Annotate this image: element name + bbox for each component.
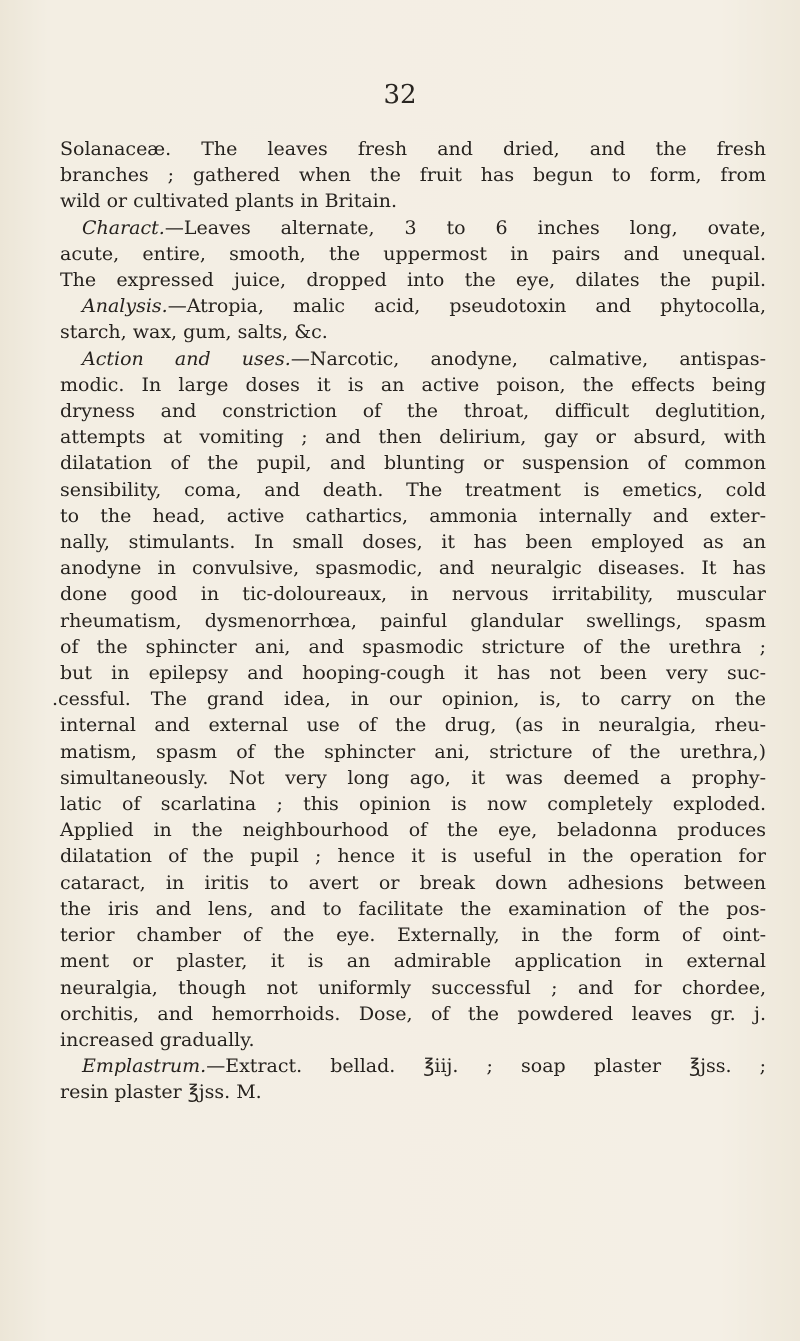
- text-line: simultaneously. Not very long ago, it was deemed a prophy-: [60, 766, 766, 789]
- text-line: anodyne in convulsive, spasmodic, and neuralgic diseases. It has: [60, 557, 766, 580]
- text-line: done good in tic-doloureaux, in nervous irritability, muscular: [60, 583, 766, 606]
- text-line: Charact.—Leaves alternate, 3 to 6 inches long, ovate,: [82, 216, 766, 239]
- text-line: starch, wax, gum, salts, &c.: [60, 321, 328, 344]
- text-line: orchitis, and hemorrhoids. Dose, of the powdered leaves gr. j.: [60, 1002, 766, 1025]
- text-line: to the head, active cathartics, ammonia internally and exter-: [60, 504, 766, 527]
- section-label: Analysis.: [82, 295, 168, 318]
- text-line: the iris and lens, and to facilitate the examination of the pos-: [60, 897, 766, 920]
- text-line: dryness and constriction of the throat, difficult deglutition,: [60, 400, 766, 423]
- text-line: Solanaceæ. The leaves fresh and dried, and the fresh: [60, 138, 766, 160]
- text-line: acute, entire, smooth, the uppermost in pairs and unequal.: [60, 242, 766, 265]
- section-label: Charact.: [82, 216, 165, 239]
- text-line: neuralgia, though not uniformly successful ; and for chordee,: [60, 976, 766, 999]
- text-line: dilatation of the pupil ; hence it is useful in the operation for: [60, 845, 766, 868]
- text-line: sensibility, coma, and death. The treatment is emetics, cold: [60, 478, 766, 501]
- text-line: wild or cultivated plants in Britain.: [60, 190, 398, 213]
- text-line: but in epilepsy and hooping-cough it has not been very suc-: [60, 662, 766, 685]
- text-line: branches ; gathered when the fruit has begun to form, from: [60, 164, 766, 187]
- text-line: dilatation of the pupil, and blunting or suspension of common: [60, 452, 766, 475]
- section-label: Action and uses.: [82, 347, 291, 370]
- text-line: resin plaster ℥jss. M.: [60, 1081, 262, 1104]
- text-line: internal and external use of the drug, (as in neuralgia, rheu-: [60, 714, 766, 737]
- text-line: attempts at vomiting ; and then delirium, gay or absurd, with: [60, 426, 766, 449]
- text-line: The expressed juice, dropped into the eye, dilates the pupil.: [60, 269, 766, 292]
- text-line: rheumatism, dysmenorrhœa, painful glandular swellings, spasm: [60, 609, 766, 632]
- text-line: matism, spasm of the sphincter ani, stricture of the urethra,): [60, 740, 766, 763]
- text-line: Emplastrum.—Extract. bellad. ℥iij. ; soap plaster ℥jss. ;: [82, 1055, 766, 1078]
- text-line: terior chamber of the eye. Externally, in the form of oint-: [60, 924, 766, 947]
- text-line: nally, stimulants. In small doses, it has been employed as an: [60, 531, 766, 554]
- text-line: modic. In large doses it is an active poison, the effects being: [60, 373, 766, 396]
- text-line: Action and uses.—Narcotic, anodyne, calmative, antispas-: [82, 347, 767, 370]
- body-text: [52, 136, 767, 1106]
- text-line: .cessful. The grand idea, in our opinion, is, to carry on the: [52, 688, 766, 711]
- section-label: Emplastrum.: [82, 1055, 207, 1078]
- text-line: cataract, in iritis to avert or break down adhesions between: [60, 871, 766, 894]
- text-line: of the sphincter ani, and spasmodic stricture of the urethra ;: [60, 635, 766, 658]
- page-number: 32: [383, 80, 417, 110]
- text-line: Analysis.—Atropia, malic acid, pseudotoxin and phytocolla,: [82, 295, 766, 318]
- text-line: increased gradually.: [60, 1028, 255, 1051]
- text-line: ment or plaster, it is an admirable application in external: [60, 950, 766, 973]
- text-line: Applied in the neighbourhood of the eye, beladonna produces: [60, 819, 766, 842]
- text-line: latic of scarlatina ; this opinion is now completely exploded.: [60, 793, 766, 816]
